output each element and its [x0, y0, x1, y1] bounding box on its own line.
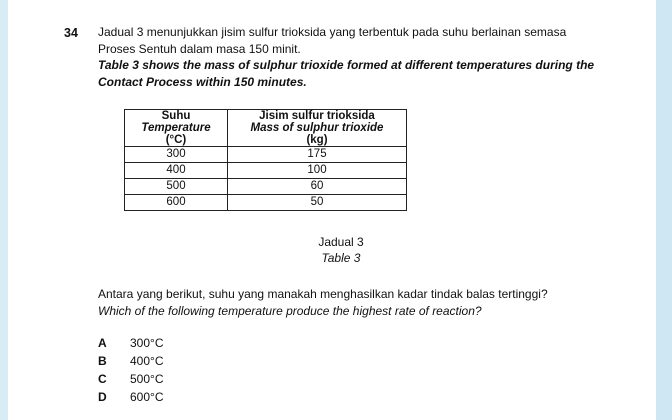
header-mass-unit: (kg): [306, 134, 328, 146]
option-letter: C: [98, 372, 107, 386]
header-mass-ms: Jisim sulfur trioksida: [259, 110, 375, 122]
option-letter: D: [98, 390, 107, 404]
question-prompt: [98, 286, 618, 319]
option-letter: B: [98, 354, 107, 368]
option-a[interactable]: [98, 334, 164, 352]
cell-temperature: 300: [125, 147, 228, 163]
cell-mass: 60: [228, 179, 407, 195]
table-header-row: [125, 110, 407, 147]
stem-ms-line2: Proses Sentuh dalam masa 150 minit.: [98, 41, 301, 56]
option-letter: A: [98, 336, 107, 350]
table-row: [125, 163, 407, 179]
header-mass-en: Mass of sulphur trioxide: [250, 122, 384, 134]
option-d[interactable]: [98, 388, 164, 406]
question-stem: [98, 24, 598, 90]
cell-temperature: 600: [125, 195, 228, 211]
caption-en: Table 3: [321, 251, 361, 265]
option-text: 400°C: [130, 354, 164, 368]
option-text: 600°C: [130, 390, 164, 404]
header-temperature-ms: Suhu: [161, 110, 191, 122]
exam-page: [8, 0, 656, 420]
page-edge: [0, 0, 8, 420]
question-number: 34: [64, 26, 78, 40]
option-text: 500°C: [130, 372, 164, 386]
cell-temperature: 500: [125, 179, 228, 195]
option-text: 300°C: [130, 336, 164, 350]
stem-en-line2: Contact Process within 150 minutes.: [98, 74, 307, 89]
answer-options: [98, 334, 164, 406]
cell-mass: 175: [228, 147, 407, 163]
stem-en-line1: Table 3 shows the mass of sulphur trioxide formed at different temperatures during the: [98, 58, 595, 72]
option-c[interactable]: [98, 370, 164, 388]
caption-ms: Jadual 3: [318, 235, 364, 249]
prompt-ms: Antara yang berikut, suhu yang manakah menghasilkan kadar tindak balas tertinggi?: [98, 287, 548, 301]
table-row: [125, 179, 407, 195]
stem-ms-line1: Jadual 3 menunjukkan jisim sulfur trioksida yang terbentuk pada suhu berlainan semasa: [98, 25, 567, 39]
cell-mass: 50: [228, 195, 407, 211]
header-temperature: [125, 110, 228, 147]
prompt-en: Which of the following temperature produce the highest rate of reaction?: [98, 303, 482, 318]
table-row: [125, 147, 407, 163]
cell-mass: 100: [228, 163, 407, 179]
table-row: [125, 195, 407, 211]
table-caption: [286, 234, 396, 266]
cell-temperature: 400: [125, 163, 228, 179]
option-b[interactable]: [98, 352, 164, 370]
header-temperature-en: Temperature: [141, 122, 211, 134]
header-mass: [228, 110, 407, 147]
data-table: [124, 109, 407, 211]
header-temperature-unit: (°C): [165, 134, 187, 146]
